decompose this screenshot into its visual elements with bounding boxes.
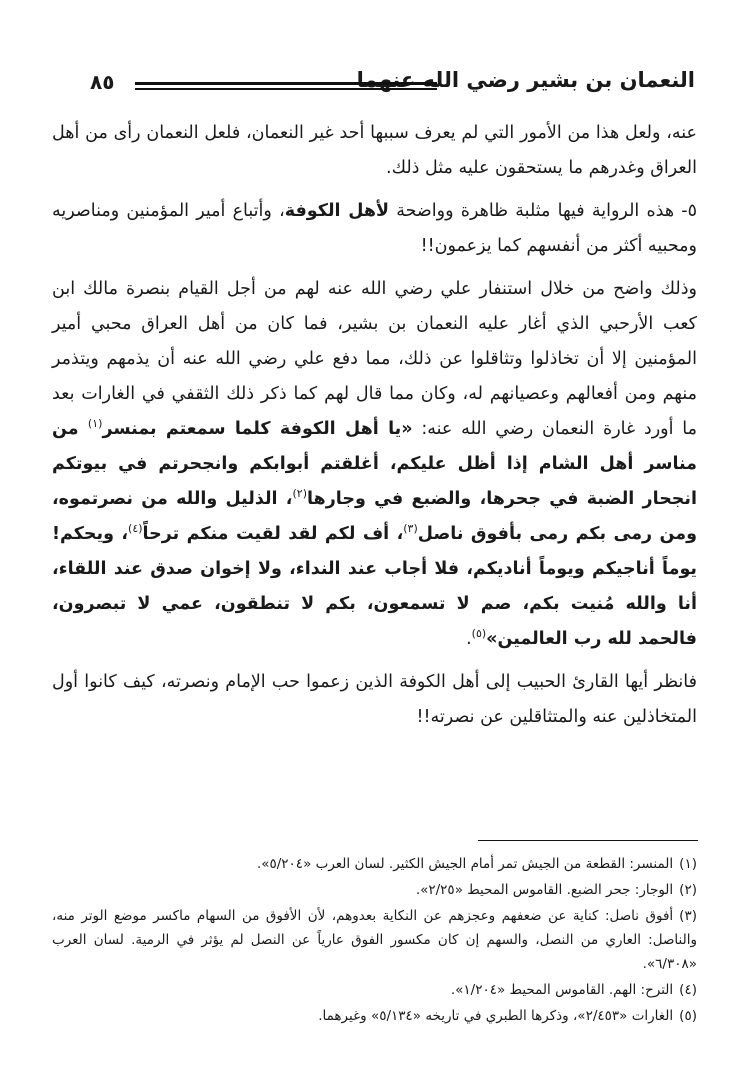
paragraph-4: فانظر أيها القارئ الحبيب إلى أهل الكوفة الذين زعموا حب الإمام ونصرته، كيف كانوا أول المتخاذلين عنه والمتثاقلين عن نصرته!! [52,672,697,727]
footnote-number: (١) [679,856,697,872]
footnote-number: (٥) [679,1008,697,1024]
paragraph-2-emphasis: لأهل الكوفة [284,201,390,221]
paragraph-2-text-c: ، وأتباع أمير المؤمنين ومناصريه ومحبيه أكثر من أنفسهم كما يزعمون!! [52,201,697,256]
footnote-ref-2[interactable]: (٢) [292,487,307,501]
quote-part-5: ، ويحكم! يوماً أناجيكم ويوماً أناديكم، فلا أجاب عند النداء، ولا إخوان صدق عند اللقاء، أنا والله مُنيت بكم، صم لا تسمعون، بكم لا تنطقون، عمي لا تبصرون، فالحمد لله رب العالمين» [52,524,697,649]
paragraph-1: عنه، ولعل هذا من الأمور التي لم يعرف سببها أحد غير النعمان، فلعل النعمان رأى من أهل العراق وغدرهم ما يستحقون عليه مثل ذلك. [52,123,697,178]
paragraph-3-text: وذلك واضح من خلال استنفار علي رضي الله عنه لهم من أجل القيام بنصرة مالك ابن كعب الأرحبي الذي أغار عليه النعمان بن بشير، فما كان من أهل العراق محبي أمير المؤمنين إلا أن تخاذلوا وتثاقلوا عن ذلك، مما دفع علي رضي الله عنه أن يذمهم ويتذمر منهم ومن أفعالهم وعصيانهم له، وكان مما قال لهم كما ذكر ذلك الثقفي في الغارات بعد ما أورد غارة النعمان رضي الله عنه: [52,279,697,439]
footnote-separator [478,840,698,841]
header-rule [135,82,437,89]
footnote-4 [52,978,697,1002]
footnote-text: الوجار: جحر الضبع. القاموس المحيط «٢/٢٥». [415,882,674,898]
quote-part-4: ، أف لكم لقد لقيت منكم ترحاً [142,524,404,544]
footnote-1 [52,852,697,876]
paragraph-3 [52,272,697,657]
footnote-2 [52,878,697,902]
footnote-text: الغارات «٢/٤٥٣»، وذكرها الطبري في تاريخه «٥/١٣٤» وغيرهما. [318,1008,674,1024]
quote-part-3: ، الذليل والله من نصرتموه، ومن رمى بكم رمى بأفوق ناصل [52,489,697,544]
footnote-number: (٣) [679,908,697,924]
running-header [90,64,695,104]
footnote-text: أفوق ناصل: كناية عن ضعفهم وعجزهم عن النكاية بعدوهم، لأن الأفوق من السهام ماكسر موضع الوتر منه، والناصل: العاري من النصل، والسهم إن كان مكسور الفوق عارياً عن النصل لم يؤثر في الرمية. لسان العرب «٦/٣٠٨». [52,908,697,972]
footnote-text: الترح: الهم. القاموس المحيط «١/٢٠٤». [450,982,674,998]
footnote-text: المنسر: القطعة من الجيش تمر أمام الجيش الكثير. لسان العرب «٥/٢٠٤». [256,856,674,872]
page-number: ٨٥ [90,70,115,94]
footnote-ref-1[interactable]: (١) [87,417,103,431]
footnote-ref-3[interactable]: (٣) [403,522,418,536]
footnote-ref-4[interactable]: (٤) [128,522,143,536]
paragraph-2 [52,194,697,264]
footnote-3 [52,904,697,976]
footnotes [52,852,697,1030]
footnote-ref-5[interactable]: (٥) [471,627,487,641]
footnote-5 [52,1004,697,1028]
footnote-number: (٤) [679,982,697,998]
paragraph-3-end: . [466,629,472,649]
header-title: النعمان بن بشير رضي الله عنهما [356,68,695,92]
quote-part-2: من مناسر أهل الشام إذا أظل عليكم، أغلقتم أبوابكم وانجحرتم في بيوتكم انجحار الضبة في جحرها، والضبع في وجارها [52,419,697,509]
body-text [52,116,697,743]
quote-part-1: «يا أهل الكوفة كلما سمعتم بمنسر [102,419,413,439]
footnote-number: (٢) [679,882,697,898]
paragraph-2-text-a: ٥- هذه الرواية فيها مثلبة ظاهرة وواضحة [389,201,698,221]
